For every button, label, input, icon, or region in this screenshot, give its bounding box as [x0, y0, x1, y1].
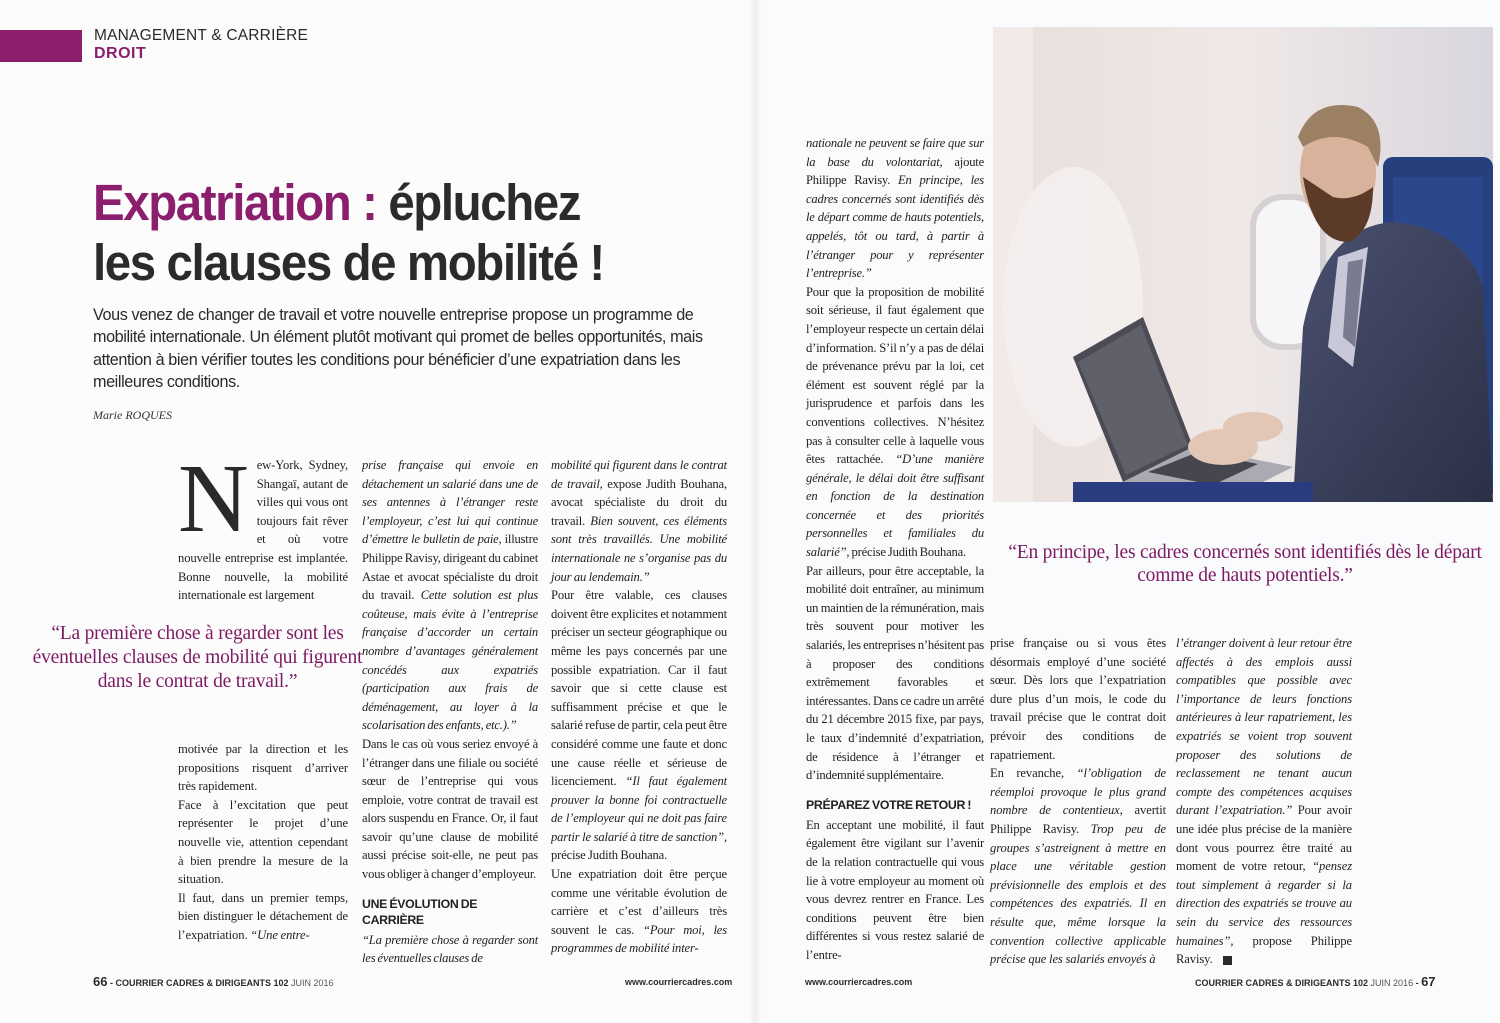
subheading-return: PRÉPAREZ VOTRE RETOUR !: [806, 797, 972, 812]
quote-run: “l’obligation de réemploi provoque le plus grand nombre de contentieux,: [990, 766, 1167, 818]
footer-website-left: www.courriercadres.com: [625, 977, 733, 987]
column-5: [990, 634, 1166, 969]
column-1-bottom: [178, 740, 348, 945]
quote-run: “D’une manière générale, le délai doit être suffisant en fonction de la destination concernée et des priorités personnelles et familiales du salarié”,: [806, 452, 985, 560]
column-6: [1176, 634, 1352, 969]
paragraph: Face à l’excitation que peut représenter le projet d’une nouvelle vie, attention cependant à bien prendre la mesure de la situation.: [178, 797, 348, 887]
quote-run: “Il faut également prouver la bonne foi contractuelle de l’employeur qui ne doit pas faire partir le salarié à titre de sanction”,: [551, 774, 728, 844]
quote-run: Bien souvent, ces éléments sont très travaillés. Une mobilité internationale ne s’organise pas du jour au lendemain.”: [551, 513, 727, 584]
paragraph: [551, 865, 727, 958]
text-run: précise Judith Bouhana.: [551, 848, 668, 863]
column-1-top: [178, 445, 348, 605]
page-number-left: 66: [93, 974, 108, 989]
headline-line2: les clauses de mobilité !: [93, 234, 604, 291]
paragraph: [806, 134, 984, 283]
quote-run: nationale ne peuvent se faire que sur la base du volontariat,: [806, 136, 984, 169]
quote-run: “Une entre-: [250, 927, 310, 942]
quote-run: “La première chose à regarder sont les éventuelles clauses de: [362, 932, 538, 966]
quote-run: mobilité qui figurent dans le contrat de travail,: [551, 458, 727, 491]
paragraph: [551, 586, 727, 865]
quote-run: “Pour moi, les programmes de mobilité inter-: [551, 922, 727, 956]
text-run: Pour être valable, ces clauses doivent être explicites et notamment préciser un secteur géographique ou même les pays concernés par une possible expatriation. Car il faut savoir que si cette clause est suffisamment précise et que le salarié refuse de partir, cela peut être considéré comme une faute et donc une cause réelle et sérieuse de licenciement.: [551, 588, 727, 789]
paragraph: [362, 456, 538, 735]
paragraph: [806, 283, 984, 562]
section-kicker: MANAGEMENT & CARRIÈRE: [94, 27, 309, 44]
end-of-article-mark: [1223, 956, 1232, 965]
paragraph: Par ailleurs, pour être acceptable, la mobilité doit entraîner, au minimum un maintien de la rémunération, mais très souvent pour motiver les salariés, les entreprises n’hésitent pas à proposer des conditions extrêmement favorables et intéressantes. Dans ce cadre un arrêté du 21 décembre 2015 fixe, par pays, le taux d’indemnité d’expatriation, de résidence à l’étranger et d’indemnité supplémentaire.: [806, 563, 984, 783]
text-run: illustre Philippe Ravisy, dirigeant du cabinet Astae et avocat spécialiste du droit du travail.: [362, 532, 538, 603]
paragraph: [990, 764, 1166, 969]
text-run: avertit Philippe Ravisy.: [990, 803, 1166, 836]
paragraph: [178, 889, 348, 945]
footer-left: [93, 975, 334, 990]
headline-accent: Expatriation :: [93, 174, 377, 231]
section-name: DROIT: [94, 45, 147, 62]
text-run: précise Judith Bouhana.: [849, 545, 966, 560]
footer-publication: COURRIER CADRES & DIRIGEANTS 102: [1195, 978, 1369, 988]
footer-publication: COURRIER CADRES & DIRIGEANTS 102: [115, 978, 289, 988]
article-headline: [93, 173, 604, 293]
quote-run: Trop peu de groupes s’astreignent à mettre en place une véritable gestion prévisionnelle des emplois et des compétences des expatriés. Il en résulte que, même lorsque la convention collective applicable précise que les salariés envoyés à: [990, 821, 1166, 967]
pull-quote-1: “La première chose à regarder sont les éventuelles clauses de mobilité qui figurent dans le contrat de travail.”: [32, 623, 363, 692]
page-number-right: 67: [1421, 974, 1436, 989]
paragraph: ew-York, Sydney, Shangaï, autant de villes qui vous ont toujours fait rêver et où votre nouvelle entreprise est implantée. Bonne nouvelle, la mobilité internationale est largement: [178, 458, 348, 603]
text-run: Pour avoir une idée plus précise de la manière dont vous pourrez être traité au moment de votre retour,: [1176, 803, 1353, 874]
text-run: En revanche,: [990, 766, 1077, 781]
footer-website-right: www.courriercadres.com: [805, 977, 913, 987]
quote-run: “pensez tout simplement à regarder si la direction des expatriés se trouve au sein du service des ressources humaines”,: [1176, 859, 1352, 948]
column-3: [551, 456, 727, 958]
text-run: Une expatriation doit être perçue comme une véritable évolution de carrière et c’est d’ailleurs très souvent le cas.: [551, 867, 727, 937]
column-2: [362, 456, 538, 968]
column-4: [806, 134, 984, 965]
article-lede: Vous venez de changer de travail et votre nouvelle entreprise propose un programme de mobilité internationale. Un élément plutôt motivant qui promet de belles opportunités, mais attention à bien vérifier toutes les conditions pour bénéficier d’une expatriation dans les meilleures conditions.: [93, 306, 703, 392]
paragraph: [1176, 634, 1352, 969]
paragraph: [551, 456, 727, 586]
photo-illustration: [993, 27, 1493, 502]
footer-right: [1195, 975, 1436, 990]
text-run: Pour que la proposition de mobilité soit sérieuse, il faut également que l’employeur respecte un certain délai d’information. S’il n’y a pas de délai de prévenance prévu par la loi, cet élément est souvent réglé par la jurisprudence et parfois dans les conventions collectives. N’hésitez pas à consulter celle à laquelle vous êtes rattachée.: [806, 284, 984, 467]
drop-cap: N: [178, 445, 249, 553]
quote-run: prise française qui envoie en détachement un salarié dans une de ses antennes à l’étranger reste l’employeur, c’est lui qui continue d’émettre le bulletin de paie,: [362, 458, 538, 547]
text-run: ajoute Philippe Ravisy.: [806, 154, 984, 188]
pull-quote-2: “En principe, les cadres concernés sont identifiés dès le départ comme de hauts potentiels.”: [1008, 542, 1482, 586]
text-run: Il faut, dans un premier temps, bien distinguer le détachement de l’expatriation.: [178, 890, 348, 942]
quote-run: Cette solution est plus coûteuse, mais évite à l’entreprise française d’accorder un certain nombre d’avantages généralement concédés aux expatriés (participation aux frais de déménagement, au loyer à la scolarisation des enfants, etc.).”: [362, 588, 538, 733]
byline: Marie ROQUES: [93, 408, 172, 422]
quote-run: En principe, les cadres concernés sont identifiés dès le départ comme de hauts potentiels, appelés, tôt ou tard, à partir à l’étranger pour y représenter l’entreprise.”: [806, 173, 984, 281]
paragraph: motivée par la direction et les propositions risquent d’arriver très rapidement.: [178, 742, 348, 794]
paragraph: prise française ou si vous êtes désormais employé d’une société sœur. Dès lors que l’expatriation dure plus d’un mois, le code du travail précise que le contrat doit prévoir des conditions de rapatriement.: [990, 636, 1166, 762]
paragraph: Dans le cas où vous seriez envoyé à l’étranger dans une filiale ou société sœur de l’entreprise qui vous emploie, votre contrat de travail est alors suspendu en France. Or, il faut savoir qu’une clause de mobilité aussi précise soit-elle, ne peut pas vous obliger à changer d’employeur.: [362, 736, 538, 882]
section-color-bar: [0, 30, 82, 62]
footer-separator: -: [107, 978, 116, 988]
paragraph: En acceptant une mobilité, il faut également être vigilant sur l’avenir de la relation contractuelle qui vous lie à votre employeur au moment où vous devrez rentrer en France. Les conditions peuvent être bien différentes si vous restez salarié de l’entre-: [806, 817, 984, 962]
headline-line1: épluchez: [376, 174, 581, 231]
page-gutter: [748, 0, 762, 1023]
footer-date: JUIN 2016: [291, 978, 334, 988]
paragraph: [362, 931, 538, 968]
text-run: expose Judith Bouhana, avocat spécialiste du droit du travail.: [551, 476, 727, 528]
subheading-career: UNE ÉVOLUTION DE CARRIÈRE: [362, 896, 478, 927]
article-photo-businessman-on-plane: [993, 27, 1493, 502]
footer-separator: -: [1413, 978, 1422, 988]
text-run: propose Philippe Ravisy.: [1176, 933, 1352, 967]
quote-run: l’étranger doivent à leur retour être affectés à des emplois aussi compatibles que possible avec l’importance de leurs fonctions antérieures à leur rapatriement, les expatriés se voient trop souvent proposer des solutions de reclassement ne tenant aucun compte des compétences acquises durant l’expatriation.”: [1176, 636, 1352, 818]
footer-date: JUIN 2016: [1370, 978, 1414, 988]
